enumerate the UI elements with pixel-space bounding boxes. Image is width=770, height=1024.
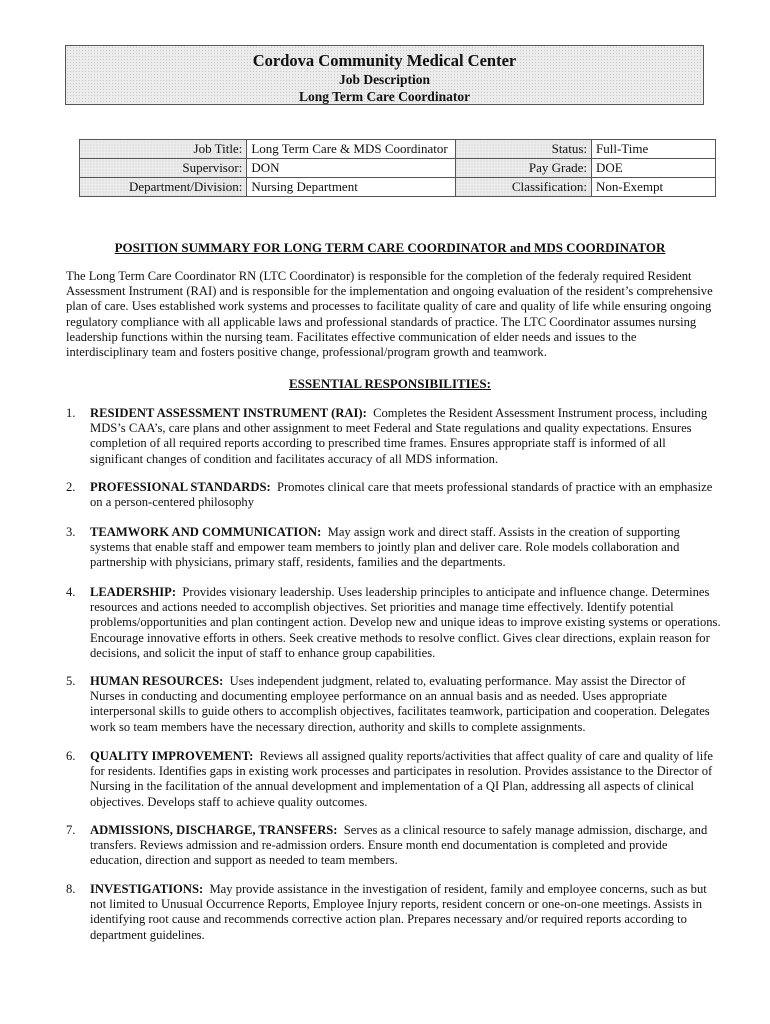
status-label: Status: — [455, 140, 591, 159]
item-heading: INVESTIGATIONS: — [90, 882, 204, 896]
position-summary-title: POSITION SUMMARY FOR LONG TERM CARE COORDINATOR and MDS COORDINATOR — [114, 240, 666, 255]
supervisor-label: Supervisor: — [80, 159, 247, 178]
item-number: 3. — [66, 525, 76, 539]
item-number: 8. — [66, 882, 76, 896]
table-row — [80, 140, 716, 159]
responsibility-item — [66, 882, 722, 943]
responsibility-item — [66, 674, 722, 735]
department-label: Department/Division: — [80, 178, 247, 197]
item-heading: PROFESSIONAL STANDARDS: — [90, 480, 271, 494]
table-row — [80, 159, 716, 178]
pay-grade-label: Pay Grade: — [455, 159, 591, 178]
item-text: Uses independent judgment, related to, evaluating performance. May assist the Director of Nurses in conducting and documenting employee performance on an annual basis and as needed. Uses appropriate interpersonal skills to guide others to accomplish objectives, facilitates teamwork, participation and cooperation. Delegates work so team members have the necessary direction, authority and skills to complete assignments. — [90, 674, 710, 734]
document-header — [65, 45, 704, 105]
department-value: Nursing Department — [247, 178, 456, 197]
item-number: 4. — [66, 585, 76, 599]
item-text: Serves as a clinical resource to safely manage admission, discharge, and transfers. Reviews admission and re-admission orders. Ensure month end documentation is completed and provide education, direction and support as needed to team members. — [90, 823, 708, 868]
item-text: May assign work and direct staff. Assists in the creation of supporting systems that enable staff and empower team members to jointly plan and deliver care. Role models collaboration and partnership with physicians, primary staff, residents, families and the departments. — [90, 525, 680, 570]
classification-value: Non-Exempt — [592, 178, 716, 197]
item-heading: TEAMWORK AND COMMUNICATION: — [90, 525, 322, 539]
table-row — [80, 178, 716, 197]
item-text: May provide assistance in the investigation of resident, family and employee concerns, such as but not limited to Unusual Occurrence Reports, Employee Injury reports, resident concern or one-on-one meetings. Assists in identifying root cause and recommends corrective action plan. Prepares necessary and/or required reports according to department guidelines. — [90, 882, 707, 942]
item-number: 6. — [66, 749, 76, 763]
item-heading: RESIDENT ASSESSMENT INSTRUMENT (RAI): — [90, 406, 367, 420]
item-heading: HUMAN RESOURCES: — [90, 674, 224, 688]
responsibility-item — [66, 823, 722, 869]
document-type: Job Description — [338, 72, 431, 87]
responsibility-item — [66, 406, 722, 467]
item-text: Provides visionary leadership. Uses leadership principles to anticipate and influence change. Determines resources and actions needed to accomplish objectives. Set priorities and manage time effectively. Identify potential problems/opportunities and plan contingent action. Develop new and unique ideas to improve existing systems or operations. Encourage innovative efforts in others. Seek creative methods to resolve conflict. Gives clear directions, explain reason for decisions, and solicit the input of staff to enhance group capabilities. — [90, 585, 721, 660]
item-text: Completes the Resident Assessment Instrument process, including MDS’s CAA’s, care plans and other assignment to meet Federal and State regulations and quality expectations. Ensures completion of all required reports according to prescribed time frames. Ensures appropriate staff is informed of all significant changes of condition and facilitates accuracy of all MDS information. — [90, 406, 708, 466]
classification-label: Classification: — [455, 178, 591, 197]
responsibility-item — [66, 525, 722, 571]
pay-grade-value: DOE — [592, 159, 716, 178]
job-title-value: Long Term Care & MDS Coordinator — [247, 140, 456, 159]
job-title-label: Job Title: — [80, 140, 247, 159]
job-info-table — [79, 139, 716, 197]
organization-name: Cordova Community Medical Center — [252, 51, 517, 70]
item-number: 1. — [66, 406, 76, 420]
responsibility-item — [66, 480, 722, 510]
item-text: Reviews all assigned quality reports/activities that affect quality of care and quality of life for residents. Identifies gaps in existing work processes and participates in resolution. Provides assistance to the Director of Nursing in the facilitation of the annual development and implementation of a QI Plan, addressing all aspects of clinical objectives. Develops staff to achieve quality outcomes. — [90, 749, 714, 809]
item-number: 5. — [66, 674, 76, 688]
item-heading: LEADERSHIP: — [90, 585, 177, 599]
item-heading: QUALITY IMPROVEMENT: — [90, 749, 254, 763]
item-number: 2. — [66, 480, 76, 494]
status-value: Full-Time — [592, 140, 716, 159]
item-heading: ADMISSIONS, DISCHARGE, TRANSFERS: — [90, 823, 338, 837]
responsibility-item — [66, 749, 722, 810]
position-summary-text: The Long Term Care Coordinator RN (LTC Coordinator) is responsible for the completion of the federaly required Resident Assessment Instrument (RAI) and is responsible for the implementation and ongoing evaluation of the resident’s comprehensive plan of care. Uses established work systems and processes to facilitate quality of care and quality of life while ensuring ongoing regulatory compliance with all applicable laws and professional standards of practice. The LTC Coordinator assumes nursing leadership functions within the nursing team. Facilitates effective communication of elder needs and issues to the interdisciplinary team and fosters positive change, professional/program growth and teamwork. — [66, 269, 713, 360]
position-title: Long Term Care Coordinator — [298, 89, 471, 104]
responsibility-item — [66, 585, 722, 661]
item-text: Promotes clinical care that meets professional standards of practice with an emphasize on a person-centered philosophy — [90, 480, 713, 510]
responsibilities-title: ESSENTIAL RESPONSIBILITIES: — [289, 376, 491, 391]
supervisor-value: DON — [247, 159, 456, 178]
item-number: 7. — [66, 823, 76, 837]
